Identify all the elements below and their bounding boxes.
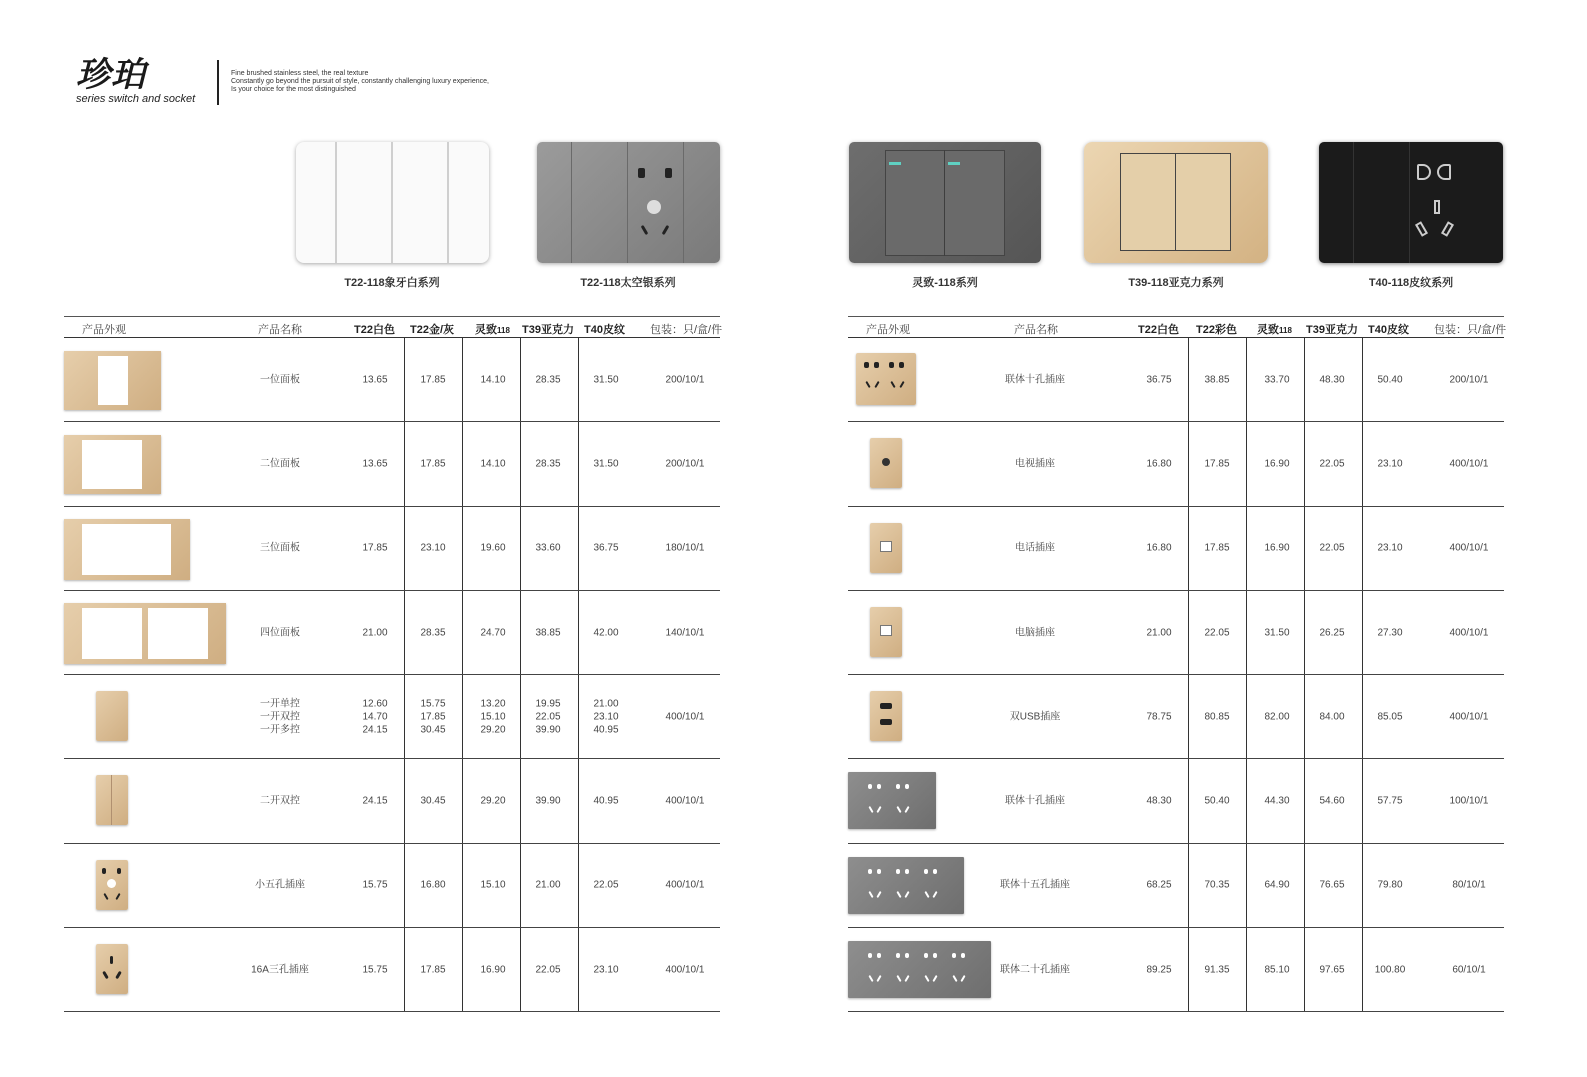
column-divider: [1246, 422, 1247, 505]
price-cell: 100.80: [1374, 964, 1406, 976]
column-divider: [1304, 844, 1305, 927]
packing-cell: 200/10/1: [665, 374, 705, 386]
price-cell: 82.00: [1264, 711, 1290, 723]
series-label: T22-118象牙白系列: [344, 277, 440, 289]
price-cell: 68.25: [1146, 879, 1172, 891]
product-name-cell: 四位面板: [260, 627, 300, 639]
price-cell: 54.60: [1319, 795, 1345, 807]
price-cell: 13.20 15.10 29.20: [480, 698, 506, 736]
header-t22-gold: T22金/灰: [410, 324, 455, 336]
packing-cell: 100/10/1: [1449, 795, 1489, 807]
computer-socket-image: [870, 607, 902, 657]
column-divider: [520, 422, 521, 505]
fifteen-hole-silver-socket-image: [848, 857, 964, 914]
header-t40: T40皮纹: [584, 324, 625, 336]
price-cell: 44.30: [1264, 795, 1290, 807]
table-row: [848, 675, 1504, 759]
column-divider: [462, 759, 463, 842]
product-name-cell: 三位面板: [260, 542, 300, 554]
usb-socket-image: [870, 691, 902, 741]
column-divider: [1304, 422, 1305, 505]
product-name-cell: 电视插座: [1015, 458, 1055, 470]
column-divider: [462, 844, 463, 927]
table-row: [848, 507, 1504, 591]
price-cell: 21.00: [1146, 627, 1172, 639]
price-cell: 23.10: [1377, 542, 1403, 554]
series-label: T40-118皮纹系列: [1368, 277, 1454, 289]
column-divider: [578, 507, 579, 590]
product-name-cell: 双USB插座: [1009, 711, 1061, 723]
price-cell: 85.05: [1377, 711, 1403, 723]
column-divider: [404, 422, 405, 505]
ten-hole-silver-socket-image: [848, 772, 936, 829]
price-cell: 29.20: [480, 795, 506, 807]
one-gang-switch-image: [96, 691, 128, 741]
column-divider: [1246, 338, 1247, 421]
twenty-hole-silver-socket-image: [848, 941, 991, 998]
series-label: T22-118太空银系列: [580, 277, 676, 289]
header-t39: T39亚克力: [1306, 324, 1358, 336]
four-gang-panel-image: [64, 603, 226, 664]
packing-cell: 60/10/1: [1452, 964, 1486, 976]
column-divider: [1362, 338, 1363, 421]
column-divider: [578, 928, 579, 1011]
price-cell: 22.05: [1204, 627, 1230, 639]
price-cell: 85.10: [1264, 964, 1290, 976]
ivory-switch-image: [296, 142, 489, 263]
table-row: [64, 422, 720, 506]
price-cell: 39.90: [535, 795, 561, 807]
column-divider: [578, 759, 579, 842]
price-cell: 31.50: [593, 458, 619, 470]
price-cell: 31.50: [1264, 627, 1290, 639]
header-t40: T40皮纹: [1368, 324, 1409, 336]
packing-cell: 200/10/1: [1449, 374, 1489, 386]
table-row: [848, 591, 1504, 675]
price-cell: 23.10: [1377, 458, 1403, 470]
price-cell: 84.00: [1319, 711, 1345, 723]
phone-socket-image: [870, 523, 902, 573]
product-name-cell: 一开单控 一开双控 一开多控: [260, 698, 300, 736]
price-cell: 13.65: [362, 458, 388, 470]
column-divider: [520, 338, 521, 421]
packing-cell: 400/10/1: [1449, 711, 1489, 723]
table-row: [848, 928, 1504, 1012]
five-hole-socket-image: [96, 860, 128, 910]
column-divider: [404, 507, 405, 590]
column-divider: [578, 844, 579, 927]
product-name-cell: 二开双控: [260, 795, 300, 807]
packing-cell: 80/10/1: [1452, 879, 1486, 891]
price-cell: 12.60 14.70 24.15: [362, 698, 388, 736]
header-product-name: 产品名称: [258, 324, 302, 336]
packing-cell: 200/10/1: [665, 458, 705, 470]
price-cell: 16.80: [1146, 542, 1172, 554]
column-divider: [1188, 844, 1189, 927]
header-t22-white: T22白色: [354, 324, 395, 336]
column-divider: [1304, 591, 1305, 674]
right-price-table: [848, 316, 1507, 1012]
price-cell: 16.80: [420, 879, 446, 891]
table-header: [848, 316, 1507, 338]
price-cell: 36.75: [1146, 374, 1172, 386]
price-cell: 22.05: [593, 879, 619, 891]
column-divider: [520, 759, 521, 842]
desc-line: Fine brushed stainless steel, the real texture: [231, 70, 369, 77]
desc-line: Is your choice for the most distinguished: [231, 86, 356, 93]
column-divider: [520, 591, 521, 674]
packing-cell: 400/10/1: [1449, 458, 1489, 470]
series-label: 灵致-118系列: [912, 277, 978, 289]
header-product-name: 产品名称: [1014, 324, 1058, 336]
column-divider: [1362, 759, 1363, 842]
price-cell: 16.90: [480, 964, 506, 976]
price-cell: 22.05: [1319, 458, 1345, 470]
column-divider: [1304, 675, 1305, 758]
price-cell: 17.85: [1204, 458, 1230, 470]
product-name-cell: 16A三孔插座: [251, 964, 309, 976]
column-divider: [1246, 507, 1247, 590]
left-price-table: [64, 316, 723, 1012]
t39-switch-image: [1084, 142, 1268, 263]
column-divider: [404, 928, 405, 1011]
column-divider: [578, 591, 579, 674]
column-divider: [1362, 591, 1363, 674]
packing-cell: 140/10/1: [665, 627, 705, 639]
price-cell: 28.35: [420, 627, 446, 639]
product-name-cell: 联体十孔插座: [1005, 795, 1065, 807]
column-divider: [1246, 759, 1247, 842]
two-gang-switch-image: [96, 775, 128, 825]
column-divider: [520, 675, 521, 758]
column-divider: [462, 507, 463, 590]
header-appearance: 产品外观: [866, 324, 910, 336]
price-cell: 57.75: [1377, 795, 1403, 807]
product-name-cell: 小五孔插座: [255, 879, 305, 891]
silver-socket-image: [537, 142, 720, 263]
column-divider: [1304, 759, 1305, 842]
brand-subtitle: series switch and socket: [76, 93, 196, 105]
header-lingzhi: 灵致118: [475, 324, 510, 336]
column-divider: [404, 759, 405, 842]
table-row: [64, 507, 720, 591]
desc-line: Constantly go beyond the pursuit of style, constantly challenging luxury experience,: [231, 78, 489, 85]
price-cell: 30.45: [420, 795, 446, 807]
brand-divider: [217, 60, 219, 105]
table-body: [64, 338, 720, 1012]
column-divider: [520, 844, 521, 927]
one-gang-panel-image: [64, 351, 161, 410]
column-divider: [1246, 928, 1247, 1011]
column-divider: [578, 338, 579, 421]
price-cell: 14.10: [480, 374, 506, 386]
price-cell: 17.85: [420, 964, 446, 976]
column-divider: [1362, 422, 1363, 505]
header-packing: 包装：只/盒/件: [650, 324, 723, 336]
tv-socket-image: [870, 438, 902, 488]
product-name-cell: 一位面板: [260, 374, 300, 386]
price-cell: 40.95: [593, 795, 619, 807]
packing-cell: 400/10/1: [1449, 627, 1489, 639]
column-divider: [520, 928, 521, 1011]
price-cell: 15.75 17.85 30.45: [420, 698, 446, 736]
price-cell: 27.30: [1377, 627, 1403, 639]
column-divider: [404, 844, 405, 927]
column-divider: [462, 422, 463, 505]
table-row: [848, 759, 1504, 843]
header-t39: T39亚克力: [522, 324, 574, 336]
price-cell: 50.40: [1204, 795, 1230, 807]
ten-hole-socket-image: [856, 353, 916, 405]
price-cell: 28.35: [535, 374, 561, 386]
column-divider: [404, 591, 405, 674]
column-divider: [1188, 675, 1189, 758]
series-label: T39-118亚克力系列: [1128, 277, 1224, 289]
column-divider: [404, 675, 405, 758]
price-cell: 76.65: [1319, 879, 1345, 891]
price-cell: 23.10: [420, 542, 446, 554]
product-name-cell: 联体二十孔插座: [1000, 964, 1070, 976]
product-name-cell: 联体十五孔插座: [1000, 879, 1070, 891]
price-cell: 33.70: [1264, 374, 1290, 386]
price-cell: 23.10: [593, 964, 619, 976]
price-cell: 89.25: [1146, 964, 1172, 976]
price-cell: 36.75: [593, 542, 619, 554]
header-t22-white: T22白色: [1138, 324, 1179, 336]
column-divider: [404, 338, 405, 421]
header-t22-color: T22彩色: [1196, 324, 1237, 336]
price-cell: 79.80: [1377, 879, 1403, 891]
price-cell: 70.35: [1204, 879, 1230, 891]
table-row: [64, 675, 720, 759]
two-gang-panel-image: [64, 435, 161, 494]
header-appearance: 产品外观: [82, 324, 126, 336]
table-row: [848, 844, 1504, 928]
table-row: [64, 591, 720, 675]
price-cell: 64.90: [1264, 879, 1290, 891]
column-divider: [520, 507, 521, 590]
packing-cell: 180/10/1: [665, 542, 705, 554]
three-gang-panel-image: [64, 519, 190, 580]
column-divider: [1246, 675, 1247, 758]
column-divider: [1188, 338, 1189, 421]
price-cell: 17.85: [420, 458, 446, 470]
price-cell: 48.30: [1146, 795, 1172, 807]
table-row: [64, 338, 720, 422]
column-divider: [1362, 675, 1363, 758]
header-packing: 包装：只/盒/件: [1434, 324, 1507, 336]
column-divider: [462, 675, 463, 758]
column-divider: [578, 675, 579, 758]
price-cell: 19.95 22.05 39.90: [535, 698, 561, 736]
column-divider: [1362, 844, 1363, 927]
column-divider: [1362, 928, 1363, 1011]
price-cell: 22.05: [535, 964, 561, 976]
price-cell: 15.75: [362, 964, 388, 976]
price-cell: 26.25: [1319, 627, 1345, 639]
product-name-cell: 二位面板: [260, 458, 300, 470]
table-row: [848, 338, 1504, 422]
price-cell: 91.35: [1204, 964, 1230, 976]
column-divider: [462, 591, 463, 674]
column-divider: [1246, 591, 1247, 674]
price-cell: 16.90: [1264, 458, 1290, 470]
table-row: [64, 844, 720, 928]
brand-description: [231, 70, 531, 94]
price-cell: 16.80: [1146, 458, 1172, 470]
price-cell: 97.65: [1319, 964, 1345, 976]
column-divider: [462, 928, 463, 1011]
price-cell: 28.35: [535, 458, 561, 470]
packing-cell: 400/10/1: [665, 795, 705, 807]
t40-socket-image: [1319, 142, 1503, 263]
price-cell: 15.10: [480, 879, 506, 891]
table-row: [64, 928, 720, 1012]
price-cell: 33.60: [535, 542, 561, 554]
price-cell: 48.30: [1319, 374, 1345, 386]
price-cell: 24.70: [480, 627, 506, 639]
price-cell: 38.85: [535, 627, 561, 639]
column-divider: [1188, 928, 1189, 1011]
price-cell: 21.00 23.10 40.95: [593, 698, 619, 736]
brand-title: 珍珀: [76, 55, 146, 95]
product-name-cell: 电脑插座: [1015, 627, 1055, 639]
column-divider: [1304, 928, 1305, 1011]
column-divider: [578, 422, 579, 505]
price-cell: 80.85: [1204, 711, 1230, 723]
packing-cell: 400/10/1: [665, 711, 705, 723]
price-cell: 17.85: [362, 542, 388, 554]
product-name-cell: 电话插座: [1015, 542, 1055, 554]
price-cell: 16.90: [1264, 542, 1290, 554]
three-hole-socket-image: [96, 944, 128, 994]
table-row: [848, 422, 1504, 506]
price-cell: 38.85: [1204, 374, 1230, 386]
column-divider: [1304, 338, 1305, 421]
column-divider: [1246, 844, 1247, 927]
column-divider: [1188, 507, 1189, 590]
table-header: [64, 316, 723, 338]
price-cell: 31.50: [593, 374, 619, 386]
price-cell: 24.15: [362, 795, 388, 807]
price-cell: 21.00: [362, 627, 388, 639]
price-cell: 22.05: [1319, 542, 1345, 554]
price-cell: 13.65: [362, 374, 388, 386]
price-cell: 15.75: [362, 879, 388, 891]
column-divider: [1304, 507, 1305, 590]
table-row: [64, 759, 720, 843]
column-divider: [1362, 507, 1363, 590]
packing-cell: 400/10/1: [1449, 542, 1489, 554]
price-cell: 14.10: [480, 458, 506, 470]
column-divider: [1188, 591, 1189, 674]
price-cell: 50.40: [1377, 374, 1403, 386]
price-cell: 78.75: [1146, 711, 1172, 723]
price-cell: 19.60: [480, 542, 506, 554]
price-cell: 21.00: [535, 879, 561, 891]
packing-cell: 400/10/1: [665, 964, 705, 976]
lingzhi-switch-image: [849, 142, 1041, 263]
price-cell: 42.00: [593, 627, 619, 639]
column-divider: [462, 338, 463, 421]
header-lingzhi: 灵致118: [1257, 324, 1292, 336]
packing-cell: 400/10/1: [665, 879, 705, 891]
price-cell: 17.85: [420, 374, 446, 386]
product-name-cell: 联体十孔插座: [1005, 374, 1065, 386]
column-divider: [1188, 422, 1189, 505]
brand-block: [76, 57, 195, 105]
table-body: [848, 338, 1504, 1012]
column-divider: [1188, 759, 1189, 842]
price-cell: 17.85: [1204, 542, 1230, 554]
